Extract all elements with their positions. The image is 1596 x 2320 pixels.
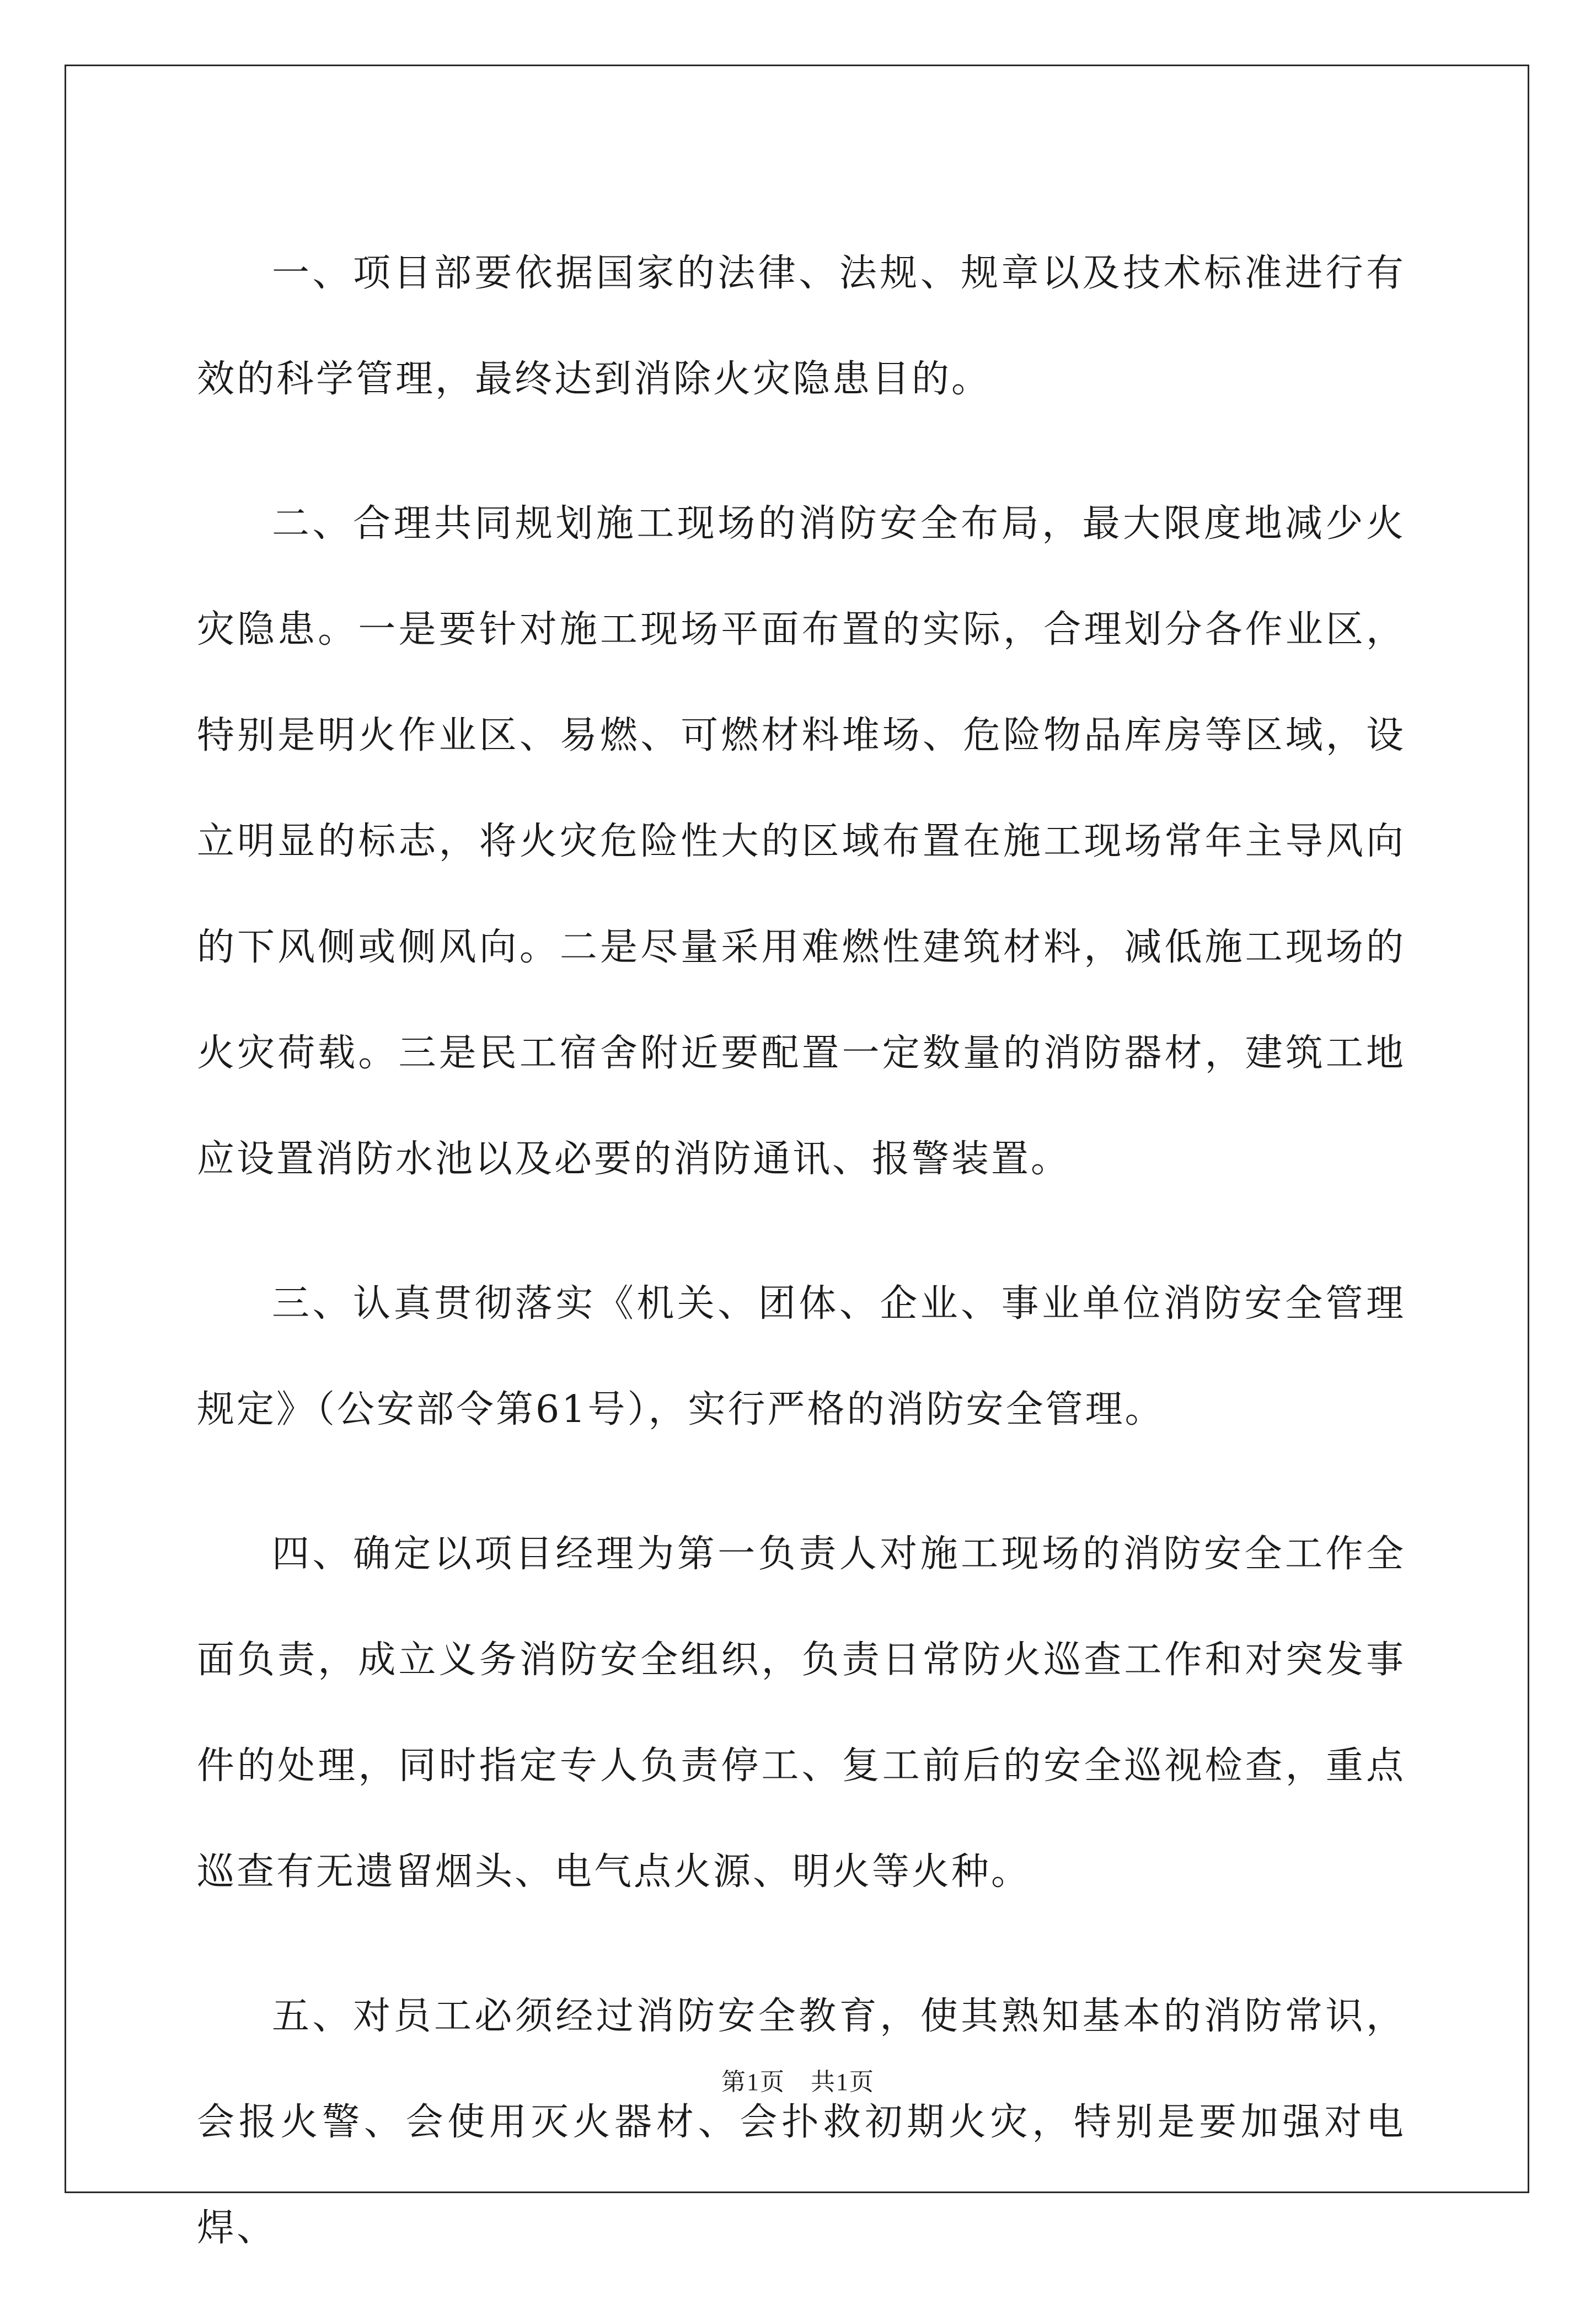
paragraph-1: 一、项目部要依据国家的法律、法规、规章以及技术标准进行有效的科学管理，最终达到消除火灾隐患目的。 xyxy=(197,252,1406,401)
paragraph-4: 四、确定以项目经理为第一负责人对施工现场的消防安全工作全面负责，成立义务消防安全组织，负责日常防火巡查工作和对突发事件的处理，同时指定专人负责停工、复工前后的安全巡视检查，重点巡查有无遗留烟头、电气点火源、明火等火种。 xyxy=(197,1532,1406,1894)
paragraph-5: 五、对员工必须经过消防安全教育，使其熟知基本的消防常识，会报火警、会使用灭火器材、会扑救初期火灾，特别是要加强对电焊、 xyxy=(197,1995,1406,2250)
document-body xyxy=(197,221,1406,2320)
paragraph-3: 三、认真贯彻落实《机关、团体、企业、事业单位消防安全管理规定》（公安部令第61号），实行严格的消防安全管理。 xyxy=(197,1282,1406,1431)
paragraph-2: 二、合理共同规划施工现场的消防安全布局，最大限度地减少火灾隐患。一是要针对施工现场平面布置的实际，合理划分各作业区，特别是明火作业区、易燃、可燃材料堆场、危险物品库房等区域，设立明显的标志，将火灾危险性大的区域布置在施工现场常年主导风向的下风侧或侧风向。二是尽量采用难燃性建筑材料，减低施工现场的火灾荷载。三是民工宿舍附近要配置一定数量的消防器材，建筑工地应设置消防水池以及必要的消防通讯、报警装置。 xyxy=(197,502,1406,1181)
page-footer: 第1页 共1页 xyxy=(721,2068,875,2096)
